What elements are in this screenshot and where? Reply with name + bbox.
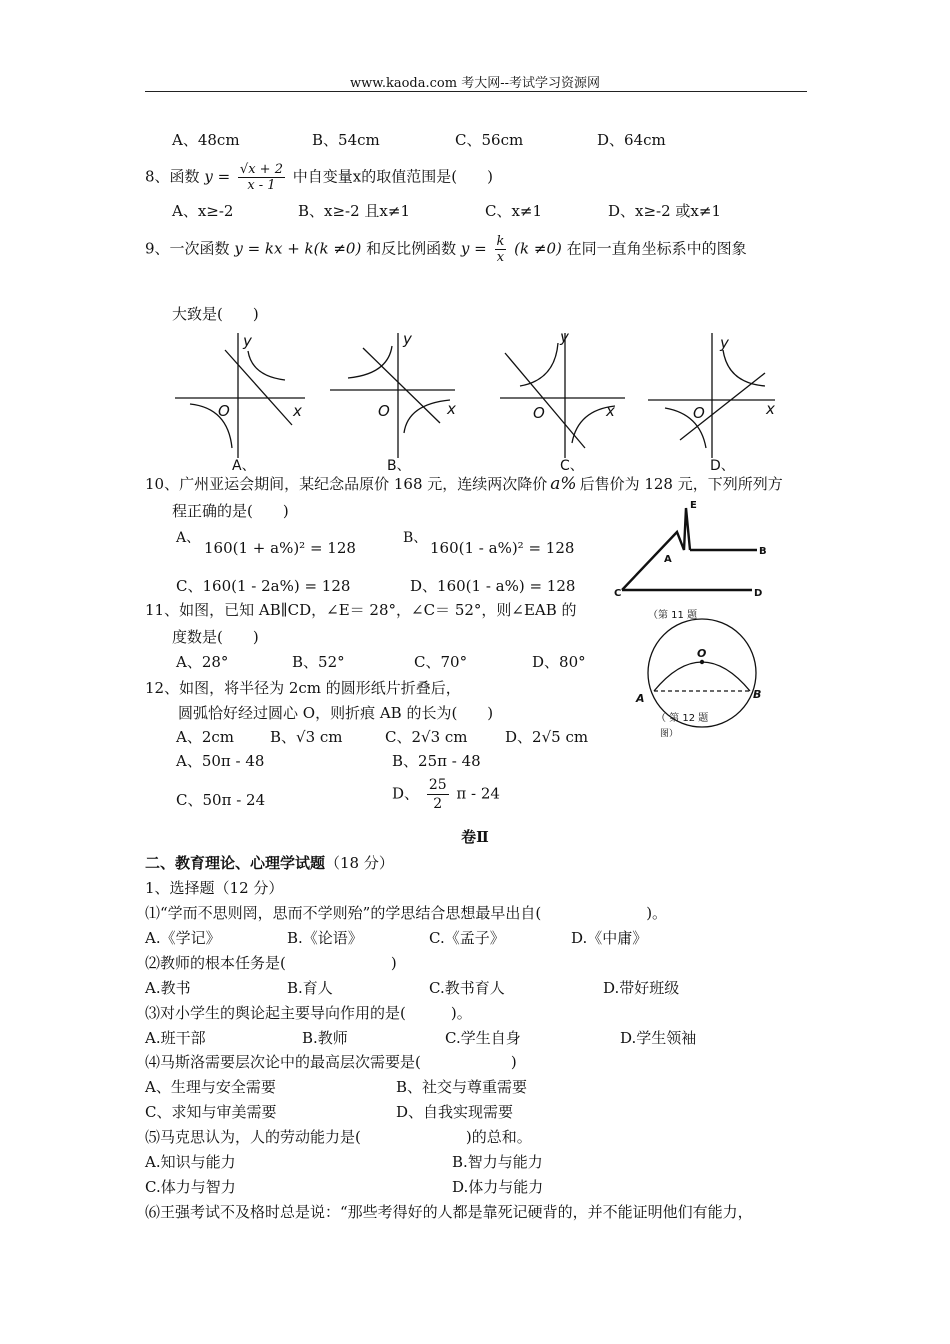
q13-option-b: B、25π - 48 bbox=[392, 752, 481, 770]
graph-d-hyperbola-q1 bbox=[723, 350, 765, 386]
q12-line2: 圆弧恰好经过圆心 O，则折痕 AB 的长为( ) bbox=[178, 704, 494, 722]
q12-line1: 12、如图，将半径为 2cm 的圆形纸片折叠后， bbox=[145, 679, 461, 697]
q8-denominator: x - 1 bbox=[247, 178, 276, 193]
fig12-center-point bbox=[700, 660, 704, 664]
fig11-shape bbox=[622, 508, 690, 590]
q12-option-b: B、√3 cm bbox=[270, 728, 343, 746]
graph-b-y-label: y bbox=[403, 330, 412, 348]
q13-option-d-label: D、 bbox=[392, 784, 420, 803]
q11-option-b: B、52° bbox=[292, 653, 345, 671]
q13-option-d-denominator: 2 bbox=[433, 796, 443, 812]
graph-c-hyperbola-q2 bbox=[520, 343, 558, 386]
part2-title: 二、教育理论、心理学试题 bbox=[145, 854, 326, 872]
q11-option-d: D、80° bbox=[532, 653, 586, 671]
fig12-caption-1: （ 第 12 题 bbox=[656, 713, 709, 724]
page-header: www.kaoda.com 考大网--考试学习资源网 bbox=[350, 76, 600, 91]
q8-option-c: C、x≠1 bbox=[485, 202, 543, 220]
q10-option-d: D、160(1 - a%) = 128 bbox=[410, 577, 576, 595]
graph-b-hyperbola-q2 bbox=[348, 346, 392, 378]
q10-option-a-label: A、 bbox=[176, 530, 201, 546]
fig11-label-a: A bbox=[664, 554, 672, 565]
q11-line2: 度数是( ) bbox=[172, 628, 259, 646]
p2-q1-option-c: C.《孟子》 bbox=[429, 929, 505, 947]
graph-d-label: D、 bbox=[710, 458, 735, 474]
graph-b-x-label: x bbox=[447, 400, 456, 418]
graph-c-y-label: y bbox=[560, 328, 569, 346]
q8-suffix: 中自变量x的取值范围是( ) bbox=[292, 167, 493, 186]
q9-inverse-fraction bbox=[495, 234, 507, 265]
graph-b bbox=[330, 333, 455, 458]
q10-line2: 程正确的是( ) bbox=[172, 502, 289, 520]
p2-q5-option-d: D.体力与能力 bbox=[452, 1178, 544, 1196]
p2-q1-option-d: D.《中庸》 bbox=[571, 929, 648, 947]
graph-d-x-label: x bbox=[766, 400, 775, 418]
q10-option-b-label: B、 bbox=[403, 530, 428, 546]
p2-q4-option-a: A、生理与安全需要 bbox=[145, 1078, 276, 1096]
graph-c-origin: O bbox=[533, 404, 545, 422]
fig12-label-b: B bbox=[753, 688, 762, 701]
p2-q2-option-c: C.教书育人 bbox=[429, 979, 505, 997]
q8-fraction bbox=[238, 162, 285, 193]
p2-q6: ⑹王强考试不及格时总是说：“那些考得好的人都是靠死记硬背的，并不能证明他们有能力， bbox=[145, 1203, 753, 1221]
graph-d-origin: O bbox=[693, 404, 705, 422]
fig11-caption: （第 11 题 bbox=[648, 610, 698, 621]
graph-a-line bbox=[225, 350, 292, 425]
fig11-label-c: C bbox=[614, 588, 622, 599]
graph-b-origin: O bbox=[378, 402, 390, 420]
fig12-circle bbox=[648, 619, 756, 727]
q13-option-d-numerator: 25 bbox=[428, 777, 447, 793]
q9-inverse-rhs: (k ≠0) bbox=[514, 239, 562, 258]
p2-q4-option-b: B、社交与尊重需要 bbox=[396, 1078, 528, 1096]
graph-b-label: B、 bbox=[387, 458, 411, 474]
figure-12 bbox=[630, 618, 780, 748]
q10-percent: a% bbox=[550, 474, 577, 494]
fig12-fold-arc bbox=[654, 662, 750, 691]
q10-line1 bbox=[145, 473, 783, 494]
q9-linear-function: y = kx + k(k ≠0) bbox=[234, 239, 362, 258]
q8-option-a: A、x≥-2 bbox=[172, 202, 234, 220]
q13-option-d bbox=[392, 776, 500, 813]
p2-q2-option-d: D.带好班级 bbox=[603, 979, 680, 997]
q8-option-b: B、x≥-2 且x≠1 bbox=[298, 202, 411, 220]
fig12-label-o: O bbox=[697, 647, 707, 660]
p2-q4-option-d: D、自我实现需要 bbox=[396, 1103, 514, 1121]
q7-option-a: A、48cm bbox=[172, 131, 240, 149]
graph-a-x-label: x bbox=[293, 402, 302, 420]
q9-inverse-numerator: k bbox=[496, 234, 505, 249]
graph-d-y-label: y bbox=[720, 334, 729, 352]
q12-option-c: C、2√3 cm bbox=[385, 728, 468, 746]
p2-q4: ⑷马斯洛需要层次论中的最高层次需要是( ) bbox=[145, 1053, 517, 1071]
q11-option-c: C、70° bbox=[414, 653, 468, 671]
q7-option-d: D、64cm bbox=[597, 131, 666, 149]
fig12-label-a: A bbox=[636, 692, 645, 705]
section-title: 卷Ⅱ bbox=[461, 828, 489, 846]
q8-numerator: √x + 2 bbox=[239, 162, 283, 177]
q13-option-d-fraction bbox=[427, 776, 449, 813]
part2-sub1: 1、选择题（12 分） bbox=[145, 879, 284, 897]
graph-a bbox=[175, 333, 305, 458]
q11-option-a: A、28° bbox=[176, 653, 229, 671]
q9-inverse-lhs: y = bbox=[460, 239, 487, 258]
graph-a-origin: O bbox=[218, 402, 230, 420]
graph-b-hyperbola-q4 bbox=[404, 400, 450, 433]
q13-option-c: C、50π - 24 bbox=[176, 791, 266, 809]
graph-c-x-label: x bbox=[606, 402, 615, 420]
fig11-label-e: E bbox=[690, 500, 697, 511]
p2-q2-option-a: A.教书 bbox=[145, 979, 191, 997]
p2-q4-option-c: C、求知与审美需要 bbox=[145, 1103, 277, 1121]
q9-line2: 大致是( ) bbox=[172, 305, 259, 323]
graph-a-label: A、 bbox=[232, 458, 256, 474]
q7-option-c: C、56cm bbox=[455, 131, 524, 149]
p2-q5-option-b: B.智力与能力 bbox=[452, 1153, 543, 1171]
p2-q5: ⑸马克思认为，人的劳动能力是( )的总和。 bbox=[145, 1128, 532, 1146]
q13-option-d-rest: π - 24 bbox=[456, 784, 500, 803]
graph-c-line bbox=[505, 353, 585, 448]
q9-graphs bbox=[160, 328, 800, 478]
part2-heading bbox=[145, 852, 394, 873]
p2-q3-option-d: D.学生领袖 bbox=[620, 1029, 697, 1047]
figure-11 bbox=[612, 494, 792, 624]
p2-q3-option-a: A.班干部 bbox=[145, 1029, 206, 1047]
fig11-label-d: D bbox=[754, 588, 763, 599]
p2-q2: ⑵教师的根本任务是( ) bbox=[145, 954, 397, 972]
q12-option-a: A、2cm bbox=[176, 728, 235, 746]
q10-line1-a: 10、广州亚运会期间，某纪念品原价 168 元，连续两次降价 bbox=[145, 475, 548, 493]
q13-option-a: A、50π - 48 bbox=[176, 752, 265, 770]
p2-q3-option-c: C.学生自身 bbox=[445, 1029, 521, 1047]
graph-a-hyperbola-q1 bbox=[248, 351, 285, 380]
graph-c bbox=[500, 333, 625, 458]
p2-q1-option-b: B.《论语》 bbox=[287, 929, 363, 947]
graph-b-line bbox=[363, 348, 440, 423]
fig11-label-b: B bbox=[759, 546, 767, 557]
p2-q2-option-b: B.育人 bbox=[287, 979, 333, 997]
q7-option-b: B、54cm bbox=[312, 131, 380, 149]
q9-mid: 和反比例函数 bbox=[366, 239, 457, 258]
graph-d bbox=[648, 333, 775, 458]
q10-option-c: C、160(1 - 2a%) = 128 bbox=[176, 577, 351, 595]
graph-c-label: C、 bbox=[560, 458, 584, 474]
q10-option-a: 160(1 + a%)² = 128 bbox=[204, 539, 356, 557]
p2-q3-option-b: B.教师 bbox=[302, 1029, 348, 1047]
q11-line1: 11、如图，已知 AB∥CD，∠E＝ 28°，∠C＝ 52°，则∠EAB 的 bbox=[145, 601, 577, 619]
fig12-caption-2: 图） bbox=[660, 729, 679, 739]
q10-option-b: 160(1 - a%)² = 128 bbox=[430, 539, 575, 557]
graph-a-y-label: y bbox=[243, 332, 252, 350]
p2-q3: ⑶对小学生的舆论起主要导向作用的是( )。 bbox=[145, 1004, 472, 1022]
q9-stem bbox=[145, 234, 747, 265]
q9-prefix: 9、一次函数 bbox=[145, 239, 230, 258]
p2-q1: ⑴“学而不思则罔，思而不学则殆”的学思结合思想最早出自( )。 bbox=[145, 904, 668, 922]
p2-q5-option-c: C.体力与智力 bbox=[145, 1178, 236, 1196]
q10-line1-b: 后售价为 128 元，下列所列方 bbox=[579, 475, 783, 493]
p2-q1-option-a: A.《学记》 bbox=[145, 929, 221, 947]
q8-option-d: D、x≥-2 或x≠1 bbox=[608, 202, 722, 220]
q8-stem bbox=[145, 162, 493, 193]
q9-suffix: 在同一直角坐标系中的图象 bbox=[566, 239, 747, 258]
q9-inverse-denominator: x bbox=[496, 250, 505, 265]
header-rule bbox=[145, 91, 807, 92]
q8-lhs: y = bbox=[204, 167, 231, 186]
q8-prefix: 8、函数 bbox=[145, 167, 200, 186]
q12-option-d: D、2√5 cm bbox=[505, 728, 589, 746]
p2-q5-option-a: A.知识与能力 bbox=[145, 1153, 236, 1171]
part2-score: （18 分） bbox=[325, 854, 394, 872]
